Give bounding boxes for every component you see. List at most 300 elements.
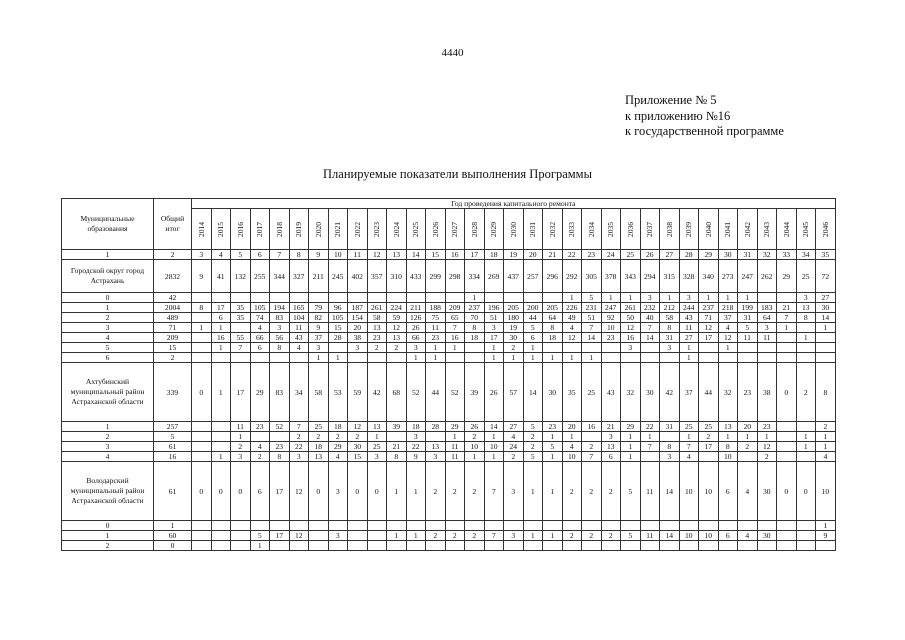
year-value-cell: 211 [309,260,329,293]
year-value-cell: 42 [367,363,387,422]
year-value-cell: 2 [699,432,719,442]
year-value-cell: 7 [484,462,504,521]
year-value-cell: 12 [289,462,309,521]
year-value-cell: 21 [777,303,797,313]
year-value-cell: 12 [387,323,407,333]
year-value-cell: 8 [387,452,407,462]
year-value-cell: 298 [445,260,465,293]
year-value-cell [328,541,348,551]
year-value-cell: 2 [465,462,485,521]
year-value-cell [270,521,290,531]
header-years-group: Год проведения капитального ремонта [192,199,836,209]
year-value-cell [387,521,407,531]
year-value-cell [679,541,699,551]
year-value-cell: 8 [718,442,738,452]
year-value-cell: 55 [231,333,251,343]
year-value-cell [289,353,309,363]
year-value-cell: 13 [718,422,738,432]
row-total: 0 [154,541,192,551]
year-value-cell: 38 [348,333,368,343]
year-header: 2029 [484,209,504,250]
year-header: 2022 [348,209,368,250]
year-value-cell: 58 [367,313,387,323]
year-value-cell: 183 [757,303,777,313]
year-value-cell: 237 [699,303,719,313]
table-row [62,303,836,313]
year-value-cell [718,353,738,363]
year-value-cell [465,521,485,531]
year-value-cell: 9 [309,323,329,333]
row-total: 209 [154,333,192,343]
year-value-cell: 1 [679,343,699,353]
year-value-cell: 8 [543,323,563,333]
table-row [62,541,836,551]
table-row [62,313,836,323]
year-value-cell [738,452,758,462]
year-value-cell: 5 [738,323,758,333]
year-value-cell [192,442,212,452]
year-value-cell: 75 [426,313,446,323]
year-value-cell: 0 [348,462,368,521]
year-value-cell: 20 [738,422,758,432]
year-value-cell: 18 [465,333,485,343]
year-value-cell: 3 [328,462,348,521]
year-value-cell: 343 [621,260,641,293]
year-value-cell: 65 [445,313,465,323]
year-value-cell: 327 [289,260,309,293]
year-value-cell: 16 [621,333,641,343]
year-header: 2016 [231,209,251,250]
year-value-cell: 105 [250,303,270,313]
year-value-cell: 1 [660,293,680,303]
year-value-cell: 32 [621,363,641,422]
year-value-cell: 7 [640,442,660,452]
year-value-cell: 64 [543,313,563,323]
year-value-cell: 50 [621,313,641,323]
year-value-cell: 51 [582,313,602,323]
header-total: Общий итог [154,199,192,250]
year-header: 2031 [523,209,543,250]
year-value-cell [484,293,504,303]
year-value-cell: 104 [289,313,309,323]
year-value-cell: 35 [231,303,251,313]
year-header: 2025 [406,209,426,250]
year-value-cell: 3 [660,452,680,462]
year-value-cell: 23 [582,250,602,260]
year-value-cell: 1 [523,531,543,541]
row-label: Городской округ город Астрахань [62,260,154,293]
year-value-cell [796,353,816,363]
year-value-cell: 212 [660,303,680,313]
year-value-cell: 2 [465,531,485,541]
year-value-cell: 3 [406,432,426,442]
year-header: 2035 [601,209,621,250]
year-value-cell: 12 [348,422,368,432]
year-value-cell: 31 [738,250,758,260]
year-value-cell: 27 [504,422,524,432]
year-value-cell: 6 [211,313,231,323]
year-value-cell: 13 [387,250,407,260]
year-value-cell: 7 [289,422,309,432]
year-value-cell: 2 [445,531,465,541]
year-header: 2042 [738,209,758,250]
year-value-cell [757,541,777,551]
year-value-cell: 247 [738,260,758,293]
table-row [62,353,836,363]
year-value-cell: 29 [621,422,641,432]
year-value-cell: 18 [309,442,329,452]
year-value-cell: 4 [562,323,582,333]
table-row [62,442,836,452]
year-value-cell: 39 [465,363,485,422]
year-value-cell [328,343,348,353]
row-total: 2 [154,353,192,363]
year-value-cell [523,521,543,531]
year-value-cell: 2 [562,462,582,521]
year-value-cell: 20 [523,250,543,260]
row-label: 2 [62,313,154,323]
year-value-cell: 1 [211,343,231,353]
year-header: 2018 [270,209,290,250]
year-value-cell [738,521,758,531]
year-value-cell: 7 [679,442,699,452]
year-value-cell: 19 [504,323,524,333]
year-value-cell [777,531,797,541]
year-value-cell: 294 [640,260,660,293]
year-value-cell: 10 [601,323,621,333]
year-value-cell: 3 [621,343,641,353]
year-value-cell: 22 [406,442,426,452]
year-value-cell: 1 [679,353,699,363]
year-value-cell [426,432,446,442]
year-value-cell: 72 [816,260,836,293]
year-value-cell: 25 [699,422,719,432]
year-value-cell: 126 [406,313,426,323]
year-value-cell: 200 [523,303,543,313]
year-value-cell: 1 [621,442,641,452]
year-value-cell: 20 [348,323,368,333]
year-value-cell: 57 [504,363,524,422]
year-value-cell: 2 [387,343,407,353]
year-value-cell: 2 [289,432,309,442]
year-value-cell [445,293,465,303]
year-value-cell: 402 [348,260,368,293]
year-value-cell: 3 [640,293,660,303]
year-value-cell [543,293,563,303]
year-value-cell [406,521,426,531]
year-value-cell: 3 [504,462,524,521]
year-value-cell [699,541,719,551]
year-value-cell: 74 [250,313,270,323]
year-value-cell: 4 [679,452,699,462]
year-value-cell [816,333,836,343]
year-value-cell: 1 [679,432,699,442]
year-header: 2044 [777,209,797,250]
year-value-cell: 52 [445,363,465,422]
year-value-cell [796,521,816,531]
year-value-cell: 1 [387,531,407,541]
year-value-cell: 105 [328,313,348,323]
year-value-cell: 10 [562,452,582,462]
year-value-cell [348,521,368,531]
year-value-cell [738,353,758,363]
year-value-cell: 2 [328,432,348,442]
page-number: 4440 [441,47,464,59]
year-value-cell: 7 [777,313,797,323]
year-value-cell: 244 [679,303,699,313]
year-value-cell: 52 [270,422,290,432]
row-total: 15 [154,343,192,353]
year-value-cell: 27 [679,333,699,343]
year-value-cell: 0 [777,363,797,422]
year-value-cell [270,432,290,442]
year-value-cell [367,541,387,551]
year-value-cell: 2 [816,422,836,432]
year-value-cell [796,343,816,353]
year-value-cell: 11 [679,323,699,333]
year-value-cell: 17 [484,333,504,343]
year-value-cell: 2 [250,452,270,462]
year-value-cell: 3 [484,323,504,333]
year-value-cell: 1 [621,432,641,442]
table-row [62,363,836,422]
year-value-cell: 26 [640,250,660,260]
year-value-cell: 5 [523,452,543,462]
year-value-cell [192,541,212,551]
year-value-cell [582,343,602,353]
year-value-cell [211,422,231,432]
year-value-cell [250,432,270,442]
year-value-cell: 2 [465,432,485,442]
table-row [62,432,836,442]
year-value-cell: 12 [718,333,738,343]
year-value-cell [348,293,368,303]
year-value-cell: 1 [406,462,426,521]
year-value-cell: 29 [328,442,348,452]
year-header: 2034 [582,209,602,250]
year-value-cell: 0 [796,462,816,521]
row-label: 2 [62,432,154,442]
table-row [62,333,836,343]
year-value-cell: 2 [367,343,387,353]
year-value-cell: 4 [211,250,231,260]
year-header: 2023 [367,209,387,250]
year-value-cell: 26 [406,323,426,333]
year-value-cell: 11 [445,442,465,452]
year-value-cell: 340 [699,260,719,293]
year-value-cell [309,521,329,531]
year-value-cell [231,293,251,303]
year-value-cell: 34 [289,363,309,422]
year-value-cell: 1 [523,353,543,363]
year-value-cell: 11 [426,323,446,333]
year-value-cell: 231 [582,303,602,313]
year-value-cell: 14 [523,363,543,422]
year-value-cell: 23 [426,333,446,343]
document-title: Планируемые показатели выполнения Программы [323,167,592,181]
year-header: 2019 [289,209,309,250]
year-value-cell: 1 [250,541,270,551]
year-header: 2017 [250,209,270,250]
year-value-cell: 257 [523,260,543,293]
year-value-cell: 9 [406,452,426,462]
year-value-cell: 13 [796,303,816,313]
year-value-cell: 8 [289,250,309,260]
year-value-cell: 1 [796,432,816,442]
year-value-cell: 18 [406,422,426,432]
header-municipality: Муниципальные образования [62,199,154,250]
year-value-cell: 3 [289,452,309,462]
year-value-cell: 1 [543,462,563,521]
year-value-cell [582,541,602,551]
year-value-cell: 10 [679,462,699,521]
year-value-cell: 2 [582,531,602,541]
year-value-cell: 17 [270,462,290,521]
year-value-cell [640,452,660,462]
year-value-cell: 43 [601,363,621,422]
year-value-cell [699,521,719,531]
year-value-cell: 66 [250,333,270,343]
year-value-cell: 9 [816,531,836,541]
year-value-cell: 13 [309,452,329,462]
year-value-cell: 0 [231,462,251,521]
year-value-cell [445,521,465,531]
year-value-cell: 0 [192,462,212,521]
year-value-cell: 23 [270,442,290,452]
row-label: 1 [62,531,154,541]
year-value-cell: 1 [562,353,582,363]
row-label: 1 [62,250,154,260]
year-value-cell [387,293,407,303]
year-value-cell: 7 [445,323,465,333]
year-value-cell: 194 [270,303,290,313]
year-value-cell: 9 [309,250,329,260]
row-label: Ахтубинский муниципальный район Астраханской области [62,363,154,422]
year-value-cell [757,343,777,353]
year-value-cell: 310 [387,260,407,293]
year-value-cell [757,521,777,531]
year-value-cell: 11 [289,323,309,333]
year-value-cell [582,521,602,531]
year-value-cell: 6 [523,333,543,343]
year-value-cell [660,353,680,363]
year-value-cell: 1 [816,521,836,531]
year-value-cell: 4 [328,452,348,462]
year-value-cell: 1 [484,432,504,442]
year-value-cell: 25 [582,363,602,422]
year-value-cell: 29 [699,250,719,260]
year-value-cell [387,432,407,442]
year-value-cell: 1 [484,353,504,363]
year-value-cell: 96 [328,303,348,313]
year-value-cell: 0 [211,462,231,521]
year-value-cell: 42 [660,363,680,422]
row-label: 3 [62,442,154,452]
year-value-cell: 35 [562,363,582,422]
year-value-cell [406,541,426,551]
year-value-cell: 6 [250,343,270,353]
year-value-cell: 17 [465,250,485,260]
year-value-cell: 7 [270,250,290,260]
year-value-cell [640,353,660,363]
year-value-cell [231,541,251,551]
year-value-cell: 28 [679,250,699,260]
year-value-cell: 1 [777,323,797,333]
row-total: 16 [154,452,192,462]
year-value-cell [231,531,251,541]
year-value-cell: 10 [328,250,348,260]
year-value-cell: 18 [328,422,348,432]
year-value-cell: 209 [445,303,465,313]
year-value-cell: 23 [367,333,387,343]
year-value-cell: 39 [387,422,407,432]
row-total: 61 [154,462,192,521]
year-value-cell [796,531,816,541]
year-value-cell [328,293,348,303]
year-value-cell: 4 [289,343,309,353]
year-value-cell [231,323,251,333]
row-total: 42 [154,293,192,303]
year-value-cell: 1 [757,432,777,442]
year-value-cell [348,353,368,363]
year-value-cell [757,293,777,303]
year-header: 2033 [562,209,582,250]
year-value-cell: 26 [484,363,504,422]
year-value-cell: 79 [309,303,329,313]
year-value-cell [192,353,212,363]
year-value-cell: 5 [621,531,641,541]
year-value-cell: 37 [679,363,699,422]
year-value-cell: 11 [640,462,660,521]
year-value-cell: 23 [738,363,758,422]
year-value-cell [426,521,446,531]
year-value-cell: 17 [211,303,231,313]
year-value-cell [465,343,485,353]
year-value-cell: 13 [601,442,621,452]
year-value-cell: 237 [465,303,485,313]
year-value-cell [484,541,504,551]
year-value-cell: 205 [543,303,563,313]
year-value-cell: 31 [660,333,680,343]
year-value-cell: 17 [270,531,290,541]
year-value-cell: 1 [816,432,836,442]
year-value-cell [562,541,582,551]
year-value-cell: 1 [601,293,621,303]
year-value-cell: 12 [289,531,309,541]
year-value-cell: 16 [445,250,465,260]
year-value-cell [777,442,797,452]
year-value-cell: 5 [523,422,543,432]
year-value-cell: 22 [562,250,582,260]
year-value-cell: 3 [406,343,426,353]
year-value-cell [796,323,816,333]
year-value-cell: 14 [640,333,660,343]
year-value-cell: 8 [816,363,836,422]
year-value-cell: 43 [679,313,699,323]
year-value-cell: 1 [211,452,231,462]
year-value-cell: 1 [718,343,738,353]
year-value-cell [699,353,719,363]
year-value-cell [211,521,231,531]
row-label: Володарский муниципальный район Астраханской области [62,462,154,521]
year-value-cell [387,541,407,551]
year-value-cell: 30 [348,442,368,452]
year-value-cell: 299 [426,260,446,293]
year-value-cell: 5 [231,250,251,260]
year-value-cell [640,343,660,353]
year-value-cell: 12 [757,442,777,452]
year-value-cell: 14 [660,462,680,521]
